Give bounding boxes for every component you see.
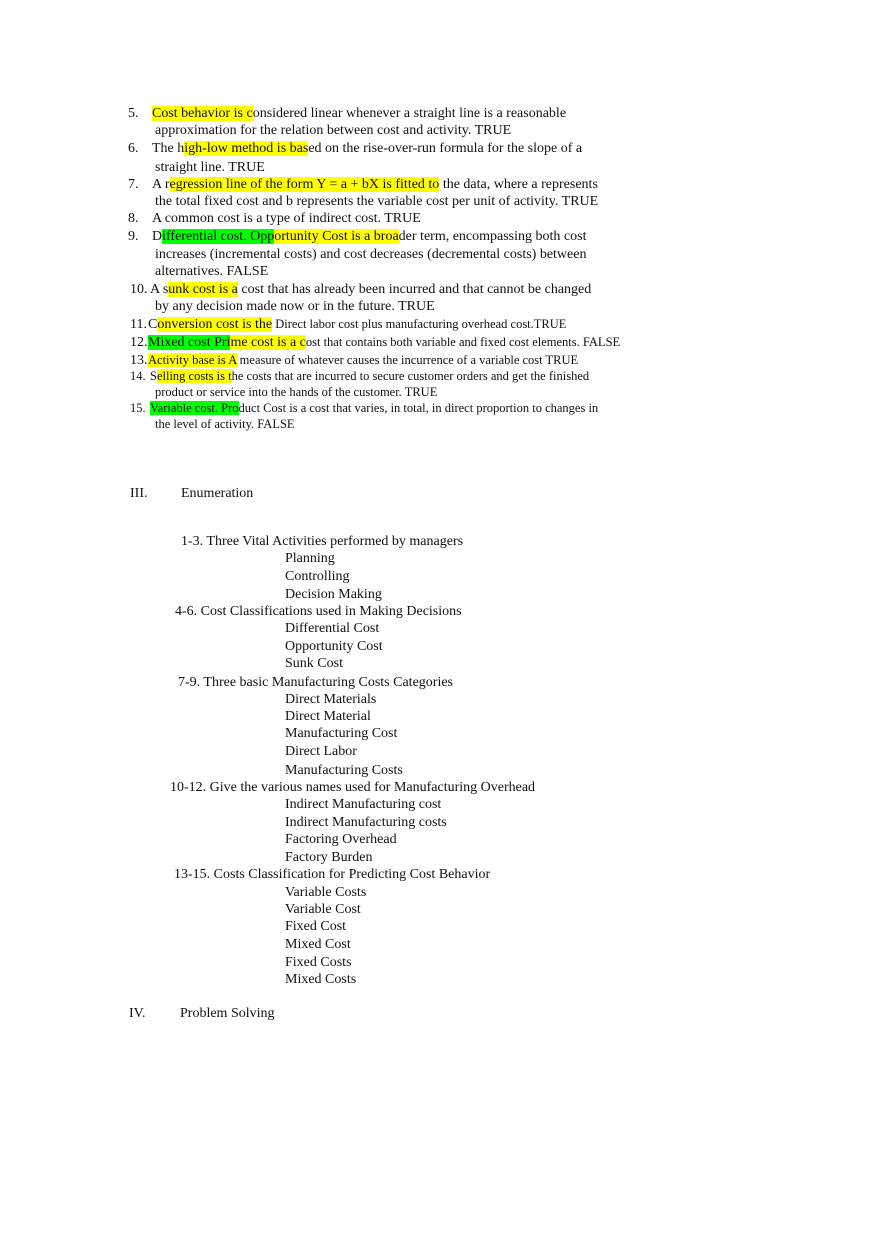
item-14: 14. Selling costs is the costs that are incurred to secure customer orders and get the finished [130,369,590,383]
item-15: 15. Variable cost. Product Cost is a cost that varies, in total, in direct proportion to changes in [130,401,599,415]
answer-variable-costs: Variable Costs [285,885,367,900]
section-3-number: III. [130,486,148,501]
item-7: 7. A regression line of the form Y = a + bX is fitted to the data, where a represents [128,177,598,192]
answer-sunk-cost: Sunk Cost [285,656,343,671]
answer-fixed-cost: Fixed Cost [285,919,347,934]
answer-direct-materials: Direct Materials [285,692,377,707]
item-8: 8. A common cost is a type of indirect cost. TRUE [128,211,421,226]
answer-decision-making: Decision Making [285,587,382,602]
answer-indirect-manufacturing-costs: Indirect Manufacturing costs [285,815,447,830]
item-11: 11.Conversion cost is the Direct labor cost plus manufacturing overhead cost.TRUE [130,317,567,332]
answer-factory-burden: Factory Burden [285,850,373,865]
answer-manufacturing-cost: Manufacturing Cost [285,726,398,741]
section-3-title: Enumeration [181,486,254,501]
item-12: 12.Mixed cost Prime cost is a cost that contains both variable and fixed cost elements. FALSE [130,335,621,350]
item-7-continuation: the total fixed cost and b represents the variable cost per unit of activity. TRUE [155,194,599,209]
answer-fixed-costs: Fixed Costs [285,955,352,970]
item-6: 6. The high-low method is based on the rise-over-run formula for the slope of a [128,141,583,156]
answer-manufacturing-costs: Manufacturing Costs [285,763,403,778]
enum-heading-13-15: 13-15. Costs Classification for Predicting Cost Behavior [174,867,491,882]
answer-direct-material: Direct Material [285,709,371,724]
answer-direct-labor: Direct Labor [285,744,357,759]
item-15-continuation: the level of activity. FALSE [155,417,295,431]
answer-differential-cost: Differential Cost [285,621,380,636]
section-4-title: Problem Solving [180,1006,275,1021]
item-10-continuation: by any decision made now or in the future. TRUE [155,299,435,314]
item-6-continuation: straight line. TRUE [155,160,265,175]
item-10: 10. A sunk cost is a cost that has already been incurred and that cannot be changed [130,282,592,297]
section-4-number: IV. [129,1006,146,1021]
answer-indirect-manufacturing-cost: Indirect Manufacturing cost [285,797,442,812]
item-14-continuation: product or service into the hands of the customer. TRUE [155,385,438,399]
answer-mixed-costs: Mixed Costs [285,972,357,987]
item-13: 13.Activity base is A measure of whatever causes the incurrence of a variable cost TRUE [130,353,579,368]
item-5: 5. Cost behavior is considered linear whenever a straight line is a reasonable [128,106,567,121]
answer-variable-cost: Variable Cost [285,902,361,917]
item-9-continuation: increases (incremental costs) and cost decreases (decremental costs) between [155,247,587,262]
answer-mixed-cost: Mixed Cost [285,937,351,952]
enum-heading-7-9: 7-9. Three basic Manufacturing Costs Categories [178,675,454,690]
item-9: 9. Differential cost. Opportunity Cost is a broader term, encompassing both cost [128,229,587,244]
enum-heading-4-6: 4-6. Cost Classifications used in Making Decisions [175,604,462,619]
answer-factoring-overhead: Factoring Overhead [285,832,397,847]
item-9-continuation-2: alternatives. FALSE [155,264,269,279]
answer-controlling: Controlling [285,569,350,584]
item-5-continuation: approximation for the relation between cost and activity. TRUE [155,123,512,138]
enum-heading-10-12: 10-12. Give the various names used for Manufacturing Overhead [170,780,536,795]
answer-opportunity-cost: Opportunity Cost [285,639,383,654]
enum-heading-1-3: 1-3. Three Vital Activities performed by managers [181,534,464,549]
answer-planning: Planning [285,551,335,566]
